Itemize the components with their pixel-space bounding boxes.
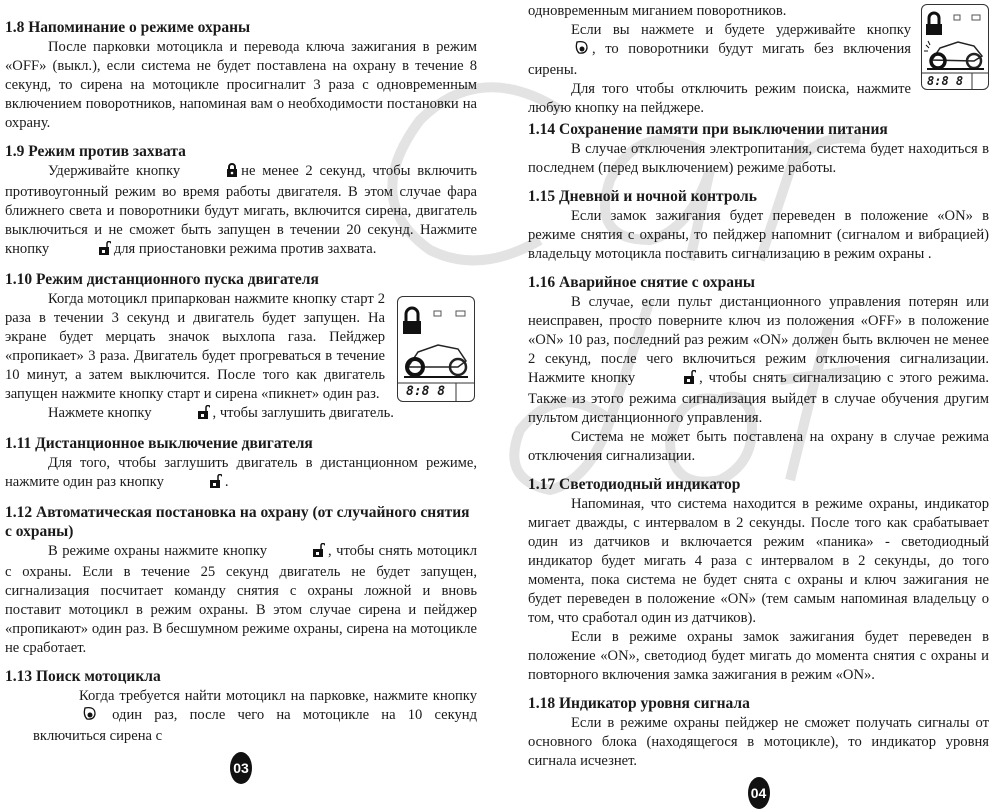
paragraph: Если замок зажигания будет переведен в положение «ON» в режиме снятия с охраны, то пейджер напомнит (сигналом и вибрацией) владельцу мотоцикла поставить сигнализацию в режим охраны . (528, 208, 989, 262)
lock-closed-icon (183, 163, 238, 183)
left-page (5, 18, 477, 784)
section-title: 1.12 Автоматическая постановка на охрану (от случайного снятия с охраны) (5, 504, 470, 540)
paragraph (528, 21, 989, 80)
paragraph: Когда мотоцикл припаркован нажмите кнопку старт 2 раза в течении 3 секунд и двигатель будет запущен. На экране будет мерцать значок выхлопа газа. Пейджер «пропикает» 3 раза. Двигатель будет прогреваться в течение 10 минут, а затем выключится. После того как двигатель запущен нажмите кнопку старт и сирена «пикнет» один раз. (5, 291, 385, 402)
pager-time: 8:8 8 (927, 74, 964, 88)
section-1-18 (528, 694, 989, 771)
paragraph (5, 542, 477, 658)
section-1-16 (528, 273, 989, 466)
page-number: 03 (230, 752, 252, 784)
section-1-9 (5, 142, 477, 261)
text: , чтобы снять сигнализацию с этого режима. Также из этого режима сигнализация выйдет в случае обучения другим пультом дистанционного управления. (528, 370, 989, 426)
section-1-8 (5, 18, 477, 133)
section-title: 1.13 Поиск мотоцикла (5, 668, 161, 685)
section-title: 1.8 Напоминание о режиме охраны (5, 19, 251, 36)
pager-time: 8:8 8 (406, 384, 446, 399)
paragraph: После парковки мотоцикла и перевода ключа зажигания в режим «OFF» (выкл.), если система не будет поставлена на охрану в течение 8 секунд, то сирена на мотоцикле просигналит 3 раза с одновременным включением поворотников, напоминая вам о необходимости постановки на охрану. (5, 39, 477, 131)
section-1-15 (528, 187, 989, 264)
section-title: 1.17 Светодиодный индикатор (528, 476, 741, 493)
lock-open-icon (167, 474, 222, 494)
text: В случае, если пульт дистанционного управления потерян или неисправен, просто поверните ключ из положения «OFF» в положение «ON» 10 раз, последний раз режим «ON» должен быть включен не менее 2 секунд, после чего включиться режим отключения сигнализации. Нажмите кнопку (528, 294, 989, 386)
section-title: 1.9 Режим против захвата (5, 143, 186, 160)
section-title: 1.16 Аварийное снятие с охраны (528, 274, 755, 291)
paragraph (5, 404, 477, 425)
text: Если вы нажмете и будете удерживайте кнопку (571, 22, 911, 38)
lock-open-icon (155, 405, 210, 425)
text: Нажмете кнопку (48, 405, 152, 421)
page-number: 04 (748, 777, 770, 809)
paragraph: Для того чтобы отключить режим поиска, нажмите любую кнопку на пейджере. (528, 81, 911, 116)
section-title: 1.11 Дистанционное выключение двигателя (5, 435, 313, 452)
text: В режиме охраны нажмите кнопку (48, 543, 268, 559)
section-title: 1.14 Сохранение памяти при выключении питания (528, 121, 888, 138)
text: не менее 2 секунд, чтобы включить противоугонный режим во время работы двигателя. В этом случае фара ближнего света и поворотники будут мигать, включится сирена, двигатель выключиться и не сможет быть запущен в течении 20 секунд. Нажмите кнопку (5, 163, 477, 257)
lock-open-icon (56, 241, 111, 261)
paragraph (528, 293, 989, 428)
section-1-17 (528, 475, 989, 685)
lock-open-icon (641, 370, 696, 390)
text: . (224, 474, 229, 490)
text: Когда требуется найти мотоцикл на парковке, нажмите кнопку (79, 688, 477, 704)
search-bike-icon (531, 40, 589, 61)
paragraph (5, 687, 477, 746)
section-1-13 (5, 667, 477, 746)
paragraph (5, 162, 477, 261)
right-page (528, 2, 989, 809)
text: , чтобы заглушить двигатель. (212, 405, 394, 421)
section-title: 1.15 Дневной и ночной контроль (528, 188, 757, 205)
section-1-12 (5, 503, 477, 658)
paragraph: Система не может быть поставлена на охрану в случае режима отключения сигнализации. (528, 429, 989, 464)
text: , то поворотники будут мигать без включения сирены. (528, 41, 911, 78)
paragraph (5, 454, 477, 494)
section-1-10 (5, 270, 477, 425)
paragraph: Если в режиме охраны пейджер не сможет получать сигналы от основного блока (находящегося в мотоцикле), то индикатор уровня сигнала исчезнет. (528, 715, 989, 769)
text: Для того, чтобы заглушить двигатель в дистанционном режиме, нажмите один раз кнопку (5, 455, 477, 490)
section-1-11 (5, 434, 477, 494)
lock-open-icon (270, 543, 325, 563)
paragraph: одновременным миганием поворотников. (528, 3, 787, 19)
section-1-14 (528, 120, 989, 178)
section-title: 1.10 Режим дистанционного пуска двигателя (5, 271, 319, 288)
pager-display-illustration (921, 4, 989, 90)
text: один раз, после чего на мотоцикле на 10 секунд включиться сирена с (33, 707, 478, 744)
section-1-13-continued (528, 2, 989, 118)
paragraph: Если в режиме охраны замок зажигания будет переведен в положение «ON», светодиод будет мигать до момента снятия с охраны и повторного включения замка зажигания в режим «ON». (528, 629, 989, 683)
search-bike-icon (36, 706, 97, 727)
pager-display-illustration (397, 296, 475, 402)
paragraph: В случае отключения электропитания, система будет находиться в последнем (перед выключением) режиме работы. (528, 141, 989, 176)
section-title: 1.18 Индикатор уровня сигнала (528, 695, 750, 712)
paragraph: Напоминая, что система находится в режиме охраны, индикатор мигает дважды, с интервалом в 2 секунды. После того как срабатывает один из датчиков и включается режим «паника» - светодиодный индикатор будет мигать 4 раза с интервалом в 2 секунды, до того момента, пока система не будет снята с охраны и ключ зажигания не будет переведен в положение «ON» (тем самым напоминая владельцу о том, что сработал один из датчиков). (528, 496, 989, 626)
text: , чтобы снять мотоцикл с охраны. Если в течение 25 секунд двигатель не будет запущен, сигнализация посчитает команду снятия с охраны ложной и вновь поставит мотоцикл в режим охраны. В этом случае сирена и пейджер «пропикают» один раз. В бесшумном режиме охраны, сирена на мотоцикле не сработает. (5, 543, 477, 656)
text: Удерживайте кнопку (48, 163, 181, 179)
text: для приостановки режима против захвата. (113, 241, 377, 257)
